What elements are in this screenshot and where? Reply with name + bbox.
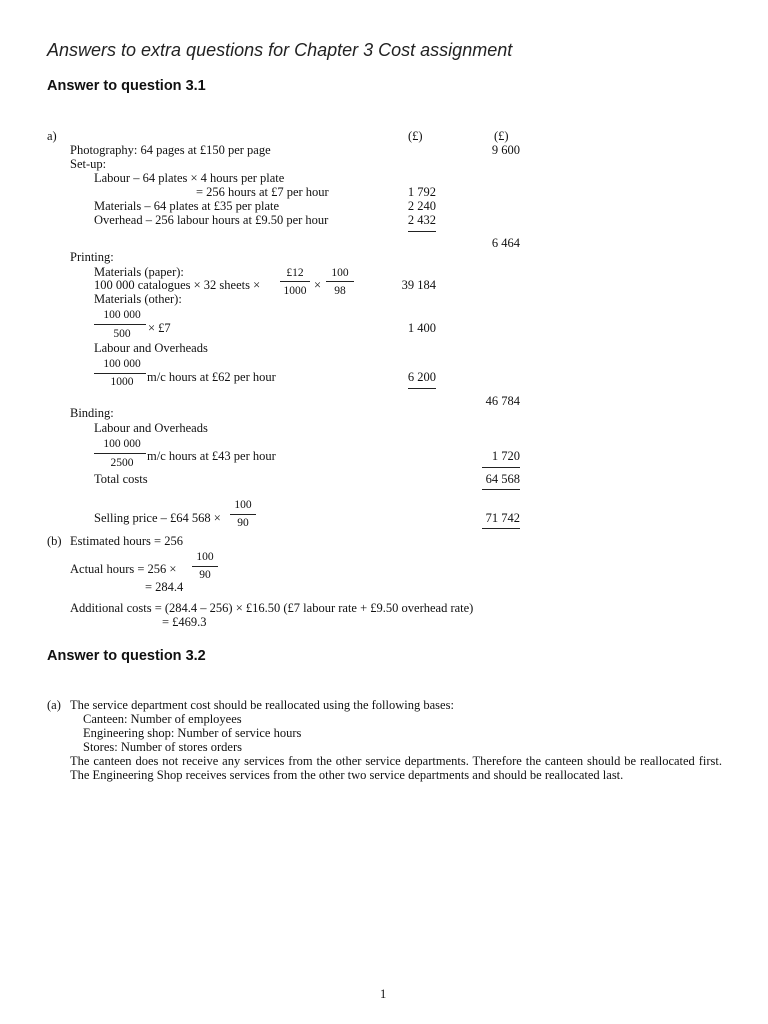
estimated-hours: Estimated hours = 256 <box>70 534 183 548</box>
paper-label: Materials (paper): <box>94 265 184 279</box>
part-a-label: (a) <box>47 698 61 712</box>
fraction-bar <box>94 373 146 374</box>
photography-line: Photography: 64 pages at £150 per page <box>70 143 271 157</box>
materials-line: Materials – 64 plates at £35 per plate <box>94 199 280 213</box>
reallocation-order-paragraph: The canteen does not receive any services from the other service departments. Therefore the canteen should be reallocated first. The Engineering Shop receives services from the other two service departments and should be reallocated last. <box>70 754 722 782</box>
fraction-bar <box>280 281 310 282</box>
total-costs-label: Total costs <box>94 472 148 486</box>
printing-labour-value: 6 200 <box>407 370 436 384</box>
overhead-line: Overhead – 256 labour hours at £9.50 per hour <box>94 213 329 227</box>
actual-hours-numerator: 100 <box>196 551 214 563</box>
paper-fraction-2-denominator: 98 <box>334 285 346 297</box>
materials-value: 2 240 <box>407 199 436 213</box>
selling-price-numerator: 100 <box>234 499 252 511</box>
page-number: 1 <box>380 987 387 1001</box>
binding-hours-denominator: 2500 <box>110 457 134 469</box>
other-materials-label: Materials (other): <box>94 292 182 306</box>
setup-heading: Set-up: <box>70 157 107 171</box>
column-1-header: (£) <box>408 129 423 143</box>
selling-price-denominator: 90 <box>237 517 249 529</box>
question-3-1-heading: Answer to question 3.1 <box>47 78 206 94</box>
part-a-label: a) <box>47 129 57 143</box>
fraction-bar <box>192 566 218 567</box>
document-title: Answers to extra questions for Chapter 3 Cost assignment <box>47 40 513 60</box>
part-b-label: (b) <box>47 534 62 548</box>
labour-value: 1 792 <box>407 185 436 199</box>
other-materials-multiplier: × £7 <box>148 321 171 335</box>
basis-engineering-shop: Engineering shop: Number of service hours <box>83 726 302 740</box>
actual-hours-result: = 284.4 <box>145 580 184 594</box>
total-rule <box>482 489 520 490</box>
fraction-bar <box>326 281 354 282</box>
times-sign: × <box>314 278 322 292</box>
labour-overheads-label: Labour and Overheads <box>94 341 208 355</box>
printing-total: 46 784 <box>485 394 520 408</box>
fraction-bar <box>94 324 146 325</box>
additional-costs-line: Additional costs = (284.4 – 256) × £16.50 (£7 labour rate + £9.50 overhead rate) <box>70 601 474 615</box>
actual-hours-text: Actual hours = 256 × <box>70 562 177 576</box>
basis-stores: Stores: Number of stores orders <box>83 740 242 754</box>
total-rule <box>482 528 520 529</box>
basis-canteen: Canteen: Number of employees <box>83 712 242 726</box>
binding-hours-numerator: 100 000 <box>103 438 141 450</box>
binding-labour-overheads-label: Labour and Overheads <box>94 421 208 435</box>
binding-heading: Binding: <box>70 406 114 420</box>
paper-fraction-1-denominator: 1000 <box>283 285 307 297</box>
printing-hours-numerator: 100 000 <box>103 358 141 370</box>
photography-total: 9 600 <box>491 143 520 157</box>
question-3-2-heading: Answer to question 3.2 <box>47 648 206 664</box>
other-materials-value: 1 400 <box>407 321 436 335</box>
printing-hours-denominator: 1000 <box>110 376 134 388</box>
other-materials-numerator: 100 000 <box>103 309 141 321</box>
additional-costs-result: = £469.3 <box>162 615 207 629</box>
total-rule <box>482 467 520 468</box>
selling-price-text: Selling price – £64 568 × <box>94 511 221 525</box>
fraction-bar <box>230 514 256 515</box>
paper-value: 39 184 <box>401 278 436 292</box>
binding-value: 1 720 <box>491 449 520 463</box>
labour-line: Labour – 64 plates × 4 hours per plate <box>94 171 285 185</box>
total-costs-value: 64 568 <box>485 472 520 486</box>
other-materials-denominator: 500 <box>113 328 131 340</box>
paper-fraction-1-numerator: £12 <box>286 267 304 279</box>
subtotal-rule <box>408 231 436 232</box>
fraction-bar <box>94 453 146 454</box>
bases-intro: The service department cost should be reallocated using the following bases: <box>70 698 454 712</box>
actual-hours-denominator: 90 <box>199 569 211 581</box>
column-2-header: (£) <box>494 129 509 143</box>
selling-price-value: 71 742 <box>485 511 520 525</box>
subtotal-rule <box>408 388 436 389</box>
paper-fraction-2-numerator: 100 <box>331 267 349 279</box>
setup-total: 6 464 <box>491 236 520 250</box>
paper-line: 100 000 catalogues × 32 sheets × <box>94 278 261 292</box>
printing-heading: Printing: <box>70 250 114 264</box>
binding-hours-text: m/c hours at £43 per hour <box>147 449 276 463</box>
printing-hours-text: m/c hours at £62 per hour <box>147 370 276 384</box>
labour-hours-line: = 256 hours at £7 per hour <box>196 185 329 199</box>
overhead-value: 2 432 <box>407 213 436 227</box>
